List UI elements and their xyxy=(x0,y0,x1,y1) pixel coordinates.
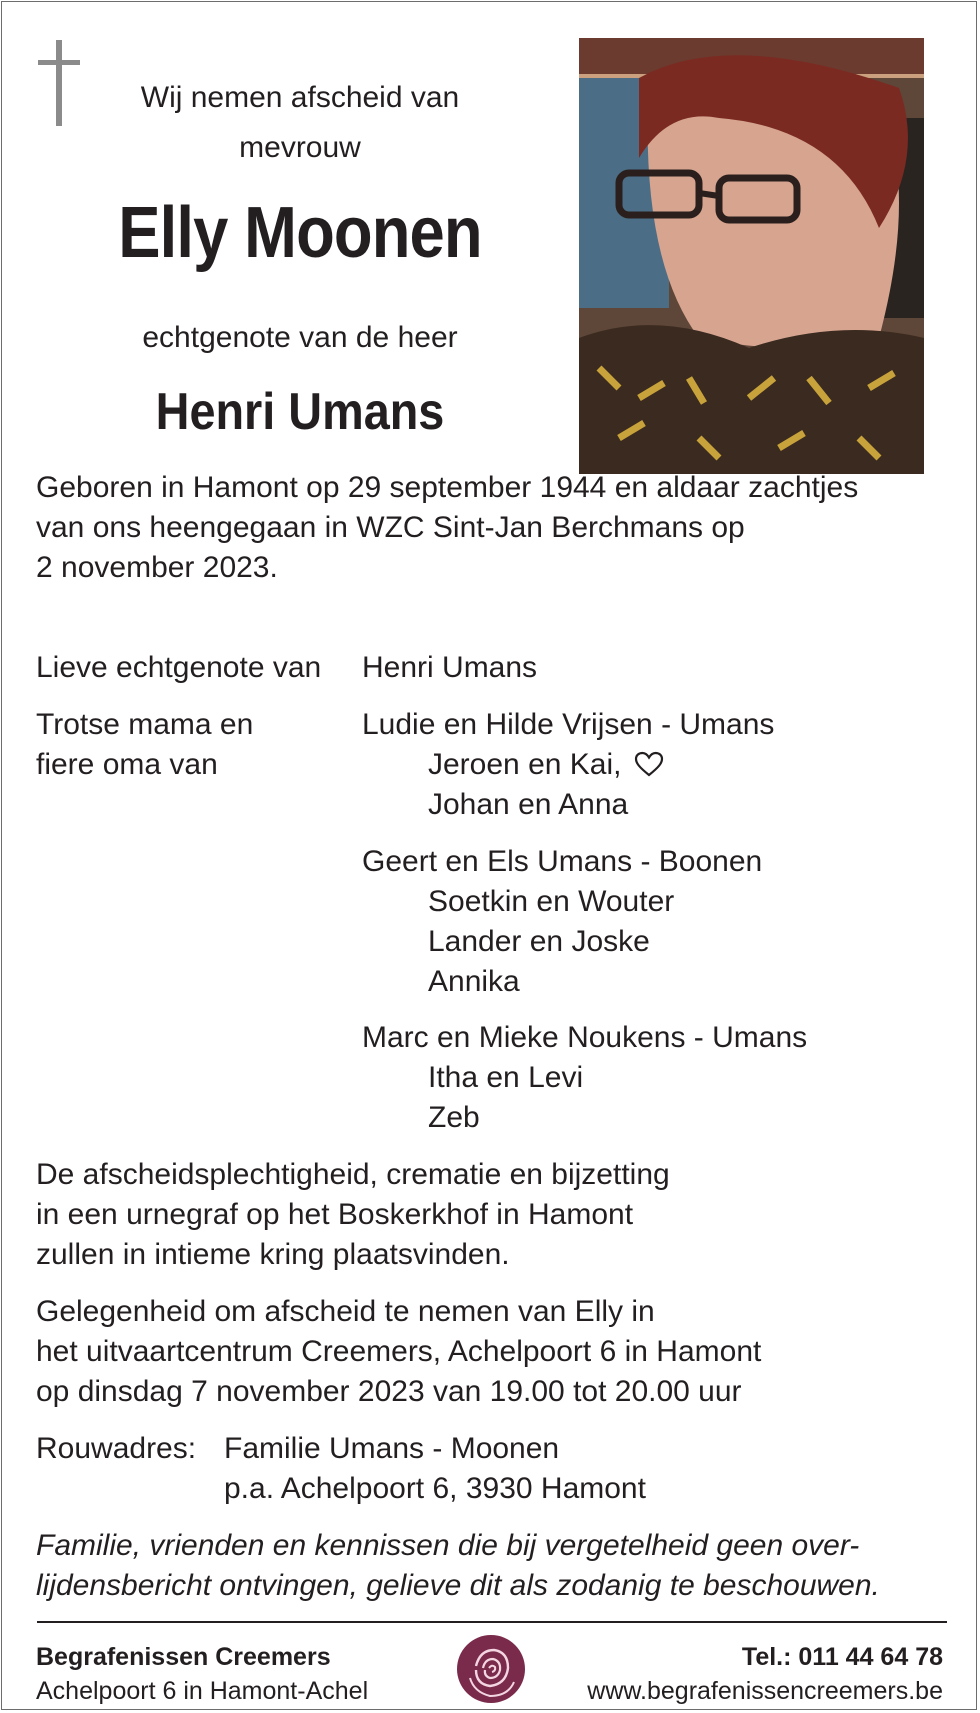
closing-line-2: lijdensbericht ontvingen, gelieve dit als zodanig te beschouwen. xyxy=(36,1569,880,1602)
family-child-3-1: Itha en Levi xyxy=(428,1061,584,1094)
intro-line-1: Wij nemen afscheid van xyxy=(140,81,460,114)
spouse-row-value: Henri Umans xyxy=(362,651,538,684)
address-line-1: Familie Umans - Moonen xyxy=(224,1432,560,1465)
ceremony-line-1: De afscheidsplechtigheid, crematie en bijzetting xyxy=(36,1158,670,1191)
relation-line: echtgenote van de heer xyxy=(142,321,458,354)
company-website[interactable]: www.begrafenissencreemers.be xyxy=(587,1677,943,1705)
visitation-line-3: op dinsdag 7 november 2023 van 19.00 tot 20.00 uur xyxy=(36,1375,742,1408)
closing-line-1: Familie, vrienden en kennissen die bij vergetelheid geen over- xyxy=(36,1529,860,1562)
deceased-name: Elly Moonen xyxy=(118,193,482,273)
company-phone: Tel.: 011 44 64 78 xyxy=(741,1643,943,1671)
family-parents-2: Geert en Els Umans - Boonen xyxy=(362,845,763,878)
family-parents-3: Marc en Mieke Noukens - Umans xyxy=(362,1021,808,1054)
portrait-photo xyxy=(579,38,924,474)
ceremony-line-3: zullen in intieme kring plaatsvinden. xyxy=(36,1238,510,1271)
family-child-3-2: Zeb xyxy=(428,1101,480,1134)
spouse-name: Henri Umans xyxy=(155,383,445,441)
heart-icon xyxy=(634,751,664,777)
footer-divider xyxy=(37,1621,947,1623)
family-child-1-2: Johan en Anna xyxy=(428,788,629,821)
family-parents-1: Ludie en Hilde Vrijsen - Umans xyxy=(362,708,775,741)
family-child-1-1 xyxy=(428,745,664,785)
company-address: Achelpoort 6 in Hamont-Achel xyxy=(36,1677,369,1705)
company-name: Begrafenissen Creemers xyxy=(36,1643,331,1671)
spouse-row-label: Lieve echtgenote van xyxy=(36,651,322,684)
family-child-2-2: Lander en Joske xyxy=(428,925,650,958)
address-label: Rouwadres: xyxy=(36,1432,197,1465)
address-line-2: p.a. Achelpoort 6, 3930 Hamont xyxy=(224,1472,646,1505)
birth-death-line-3: 2 november 2023. xyxy=(36,551,278,584)
visitation-line-1: Gelegenheid om afscheid te nemen van Elly in xyxy=(36,1295,655,1328)
rose-icon xyxy=(452,1630,530,1708)
family-label-line-2: fiere oma van xyxy=(36,748,218,781)
family-child-2-3: Annika xyxy=(428,965,520,998)
birth-death-line-2: van ons heengegaan in WZC Sint-Jan Berchmans op xyxy=(36,511,745,544)
intro-line-2: mevrouw xyxy=(239,131,361,164)
family-child-2-1: Soetkin en Wouter xyxy=(428,885,675,918)
family-child-label: Jeroen en Kai, xyxy=(428,748,622,781)
family-label-line-1: Trotse mama en xyxy=(36,708,254,741)
visitation-line-2: het uitvaartcentrum Creemers, Achelpoort 6 in Hamont xyxy=(36,1335,762,1368)
birth-death-line-1: Geboren in Hamont op 29 september 1944 en aldaar zachtjes xyxy=(36,471,859,504)
ceremony-line-2: in een urnegraf op het Boskerkhof in Hamont xyxy=(36,1198,634,1231)
obituary-card xyxy=(1,1,977,1710)
